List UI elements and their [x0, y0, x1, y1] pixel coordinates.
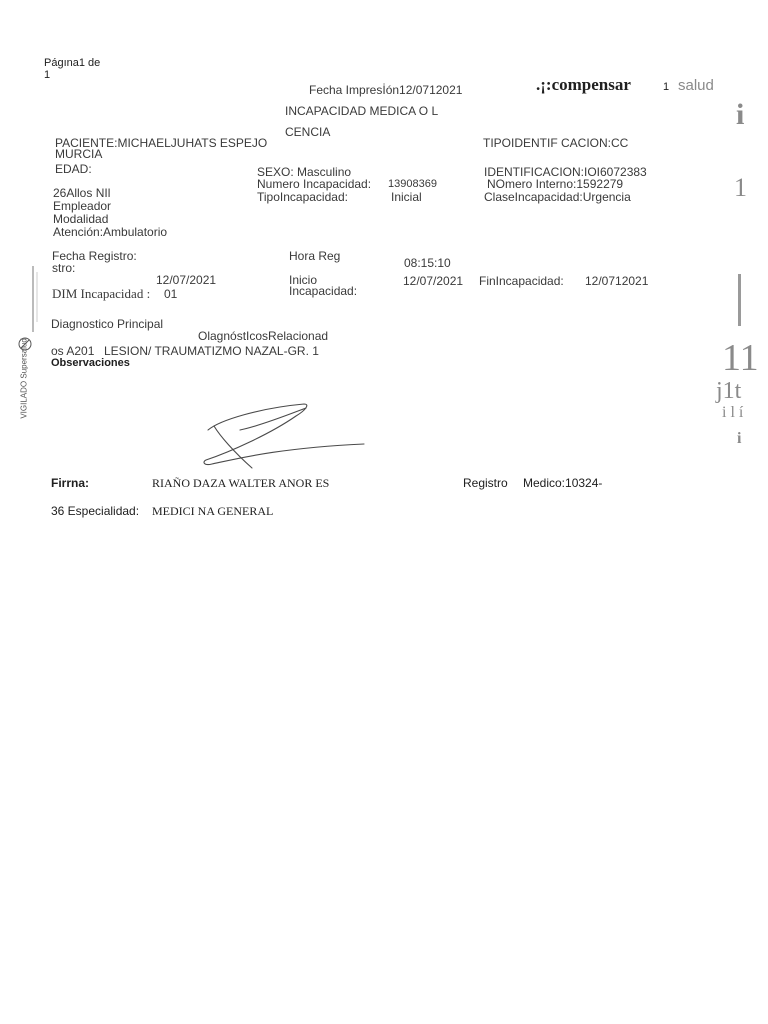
diagnosis-code: os A201: [51, 344, 95, 358]
patient-sex: SEXO: Masculino: [257, 165, 352, 179]
patient-identification: IDENTIFICACION:IOI6072383: [484, 165, 647, 179]
signature-label: Firrna:: [51, 476, 90, 490]
margin-bar: [738, 274, 741, 326]
medical-registry-value: Medico:10324-: [523, 476, 603, 490]
margin-mark-3: 11: [722, 337, 759, 379]
incapacity-type-label: TipoIncapacidad:: [257, 190, 348, 204]
patient-id-type: TIPOIDENTIF CACION:CC: [483, 136, 629, 150]
patient-name-line1: PACIENTE:MICHAELJUHATS ESPEJO: [55, 136, 268, 150]
patient-name-line2: MURCIA: [55, 147, 103, 161]
doctor-name: RIAÑO DAZA WALTER ANOR ES: [152, 476, 330, 490]
incapacity-number-label: Numero Incapacidad:: [257, 177, 372, 191]
stamp-text: VIGILADO Supersalud: [19, 338, 29, 419]
incapacity-days-label: DIM Incapacidad :: [52, 286, 151, 301]
supersalud-stamp: [14, 262, 40, 422]
page-number-label: Págına1 de: [44, 57, 101, 69]
start-date-label: Inicio: [289, 273, 318, 287]
modality-label: Modalidad: [53, 212, 109, 226]
main-diagnosis-label: Diagnostico Principal: [51, 317, 164, 331]
attention-type: Atención:Ambulatorio: [53, 225, 168, 239]
medical-registry-label: Registro: [463, 476, 508, 490]
diagnosis-description: LESION/ TRAUMATIZMO NAZAL-GR. 1: [104, 344, 319, 358]
observations-label: Observaciones: [51, 357, 130, 369]
page-total: 1: [44, 69, 51, 81]
document-title-line2: CENCIA: [285, 125, 331, 139]
employer-label: Empleador: [53, 199, 112, 213]
start-date-label-cont: Incapacidad:: [289, 284, 358, 298]
incapacity-class: ClaseIncapacidad:Urgencia: [484, 190, 631, 204]
specialty-value: MEDICI NA GENERAL: [152, 504, 274, 518]
registration-time-label: Hora Reg: [289, 249, 341, 263]
margin-mark-6: i: [737, 430, 742, 447]
related-diagnoses-label: OlagnóstIcosRelacionad: [198, 329, 329, 343]
brand-sub: salud: [678, 77, 714, 94]
incapacity-type-value: Inicial: [391, 190, 422, 204]
incapacity-number-value: 13908369: [388, 178, 437, 190]
brand-number: 1: [663, 81, 670, 93]
document-title-line1: INCAPACIDAD MEDICA O L: [285, 104, 439, 118]
registration-date-value: 12/07/2021: [156, 273, 217, 287]
internal-number: NOmero Interno:1592279: [487, 177, 624, 191]
end-date-label: FinIncapacidad:: [479, 274, 564, 288]
registration-date-label-cont: stro:: [52, 261, 76, 275]
age-label: EDAD:: [55, 162, 92, 176]
start-date-value: 12/07/2021: [403, 274, 464, 288]
registration-time-value: 08:15:10: [404, 256, 451, 270]
margin-mark-2: 1: [734, 173, 747, 202]
margin-mark-1: i: [736, 98, 745, 131]
margin-mark-5: i l í: [722, 404, 744, 421]
brand-main: .¡:compensar: [536, 75, 631, 94]
end-date-value: 12/0712021: [585, 274, 649, 288]
specialty-label: 36 Especialidad:: [51, 504, 140, 518]
signature-image: [200, 400, 368, 472]
incapacity-days-value: 01: [164, 287, 178, 301]
age-value: 26Allos NIl: [53, 186, 111, 200]
registration-date-label: Fecha Registro:: [52, 249, 137, 263]
print-date: Fecha Impresİón12/0712021: [309, 83, 463, 97]
margin-mark-4: j1t: [716, 378, 742, 404]
